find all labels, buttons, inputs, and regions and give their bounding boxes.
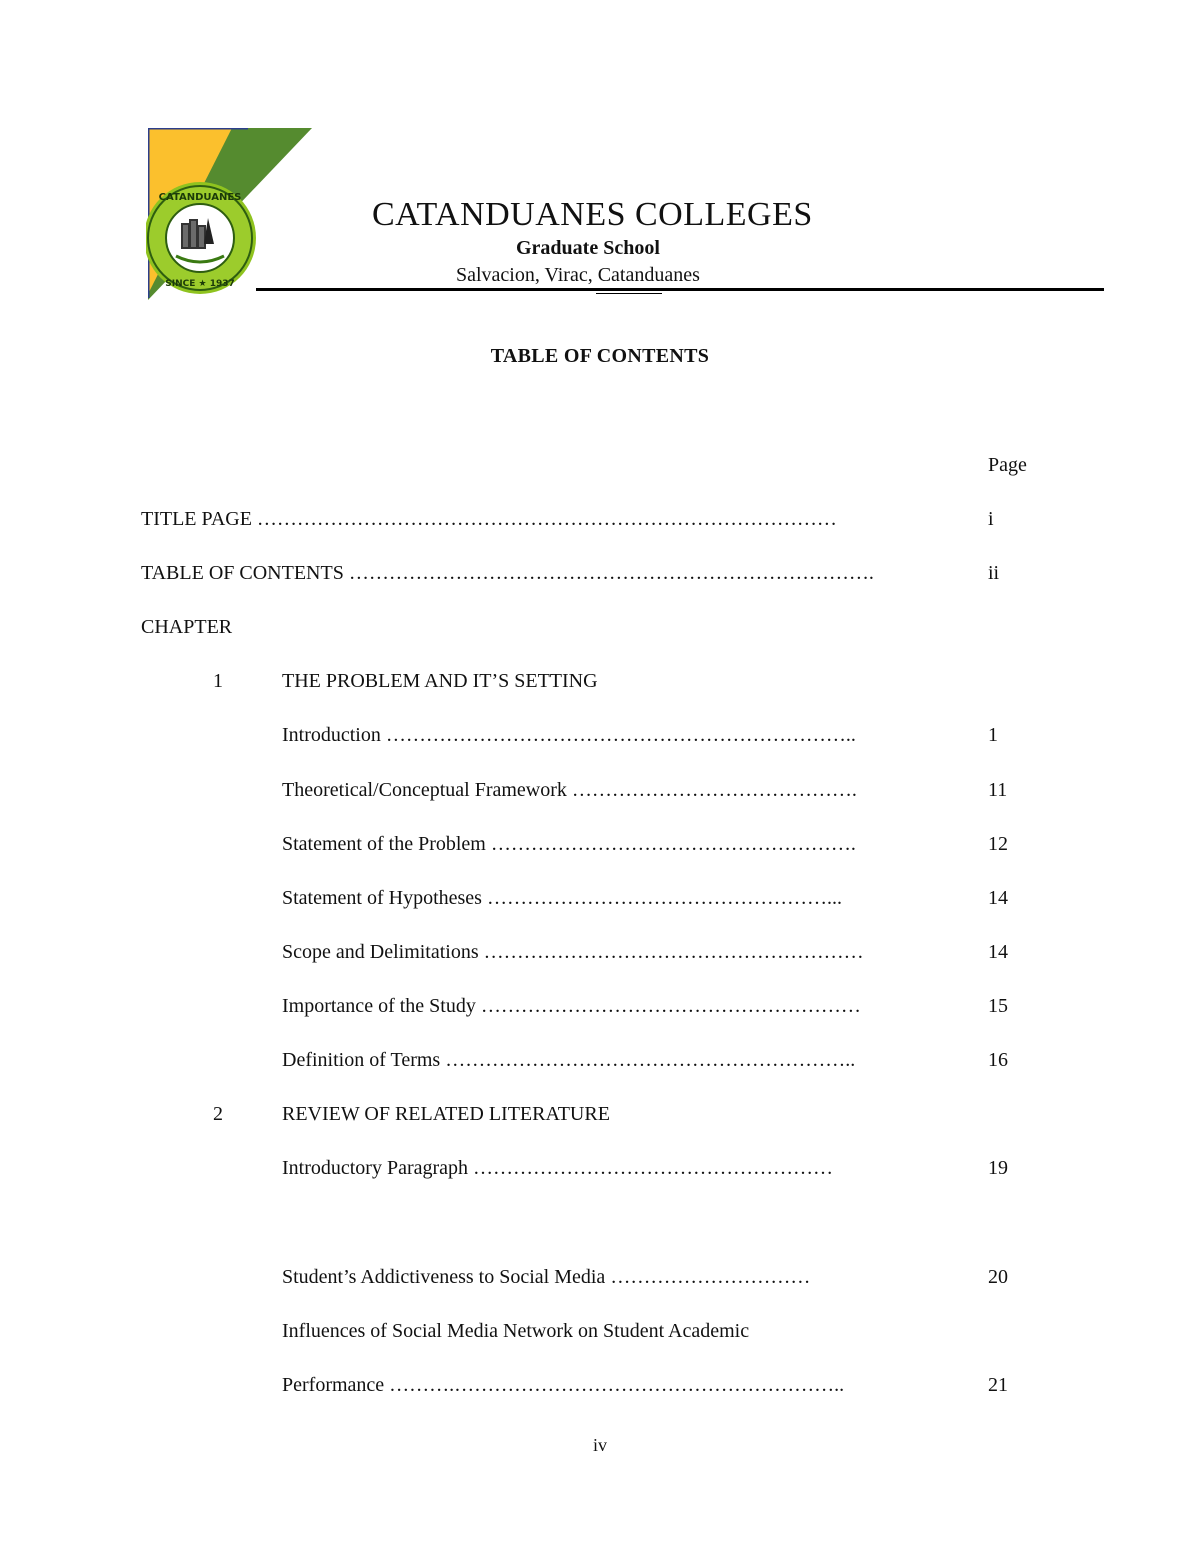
toc-page-number: i: [988, 508, 994, 530]
school-address: Salvacion, Virac, Catanduanes: [456, 264, 700, 286]
toc-leader-dots: ……………………………………………………………..: [385, 724, 856, 746]
header-rule: [256, 288, 1104, 291]
toc-leader-dots: ……….…………………………………………………..: [389, 1374, 845, 1396]
toc-entry-label: Theoretical/Conceptual Framework: [282, 779, 567, 801]
toc-entry: [282, 779, 857, 802]
toc-page-number: 20: [988, 1266, 1008, 1288]
toc-leader-dots: ……………………………………………………………………………: [256, 508, 837, 530]
chapter-heading: CHAPTER: [141, 616, 233, 638]
toc-page-number: ii: [988, 562, 1000, 584]
toc-leader-dots: …………………………………………………: [483, 941, 864, 963]
toc-entry-label: Definition of Terms: [282, 1049, 441, 1071]
toc-entry-label: Performance: [282, 1374, 385, 1396]
toc-entry: [282, 724, 856, 747]
svg-text:CATANDUANES: CATANDUANES: [158, 192, 242, 203]
chapter-number: 1: [213, 670, 223, 692]
svg-text:SINCE ★ 1937: SINCE ★ 1937: [165, 279, 235, 289]
toc-entry: [282, 1157, 833, 1180]
toc-leader-dots: ………………………………………………: [473, 1157, 834, 1179]
school-unit: Graduate School: [516, 237, 660, 259]
toc-leader-dots: ……………………………………………….: [490, 833, 856, 855]
footer-page-number: iv: [592, 1435, 607, 1455]
toc-entry-title-page: [141, 508, 837, 531]
catanduanes-colleges-seal-logo: [146, 126, 318, 302]
toc-entry-label: TABLE OF CONTENTS: [141, 562, 344, 584]
toc-leader-dots: ……………………………………………...: [486, 887, 842, 909]
toc-page-number: 16: [988, 1049, 1008, 1071]
school-name: CATANDUANES COLLEGES: [372, 196, 813, 233]
toc-entry: [282, 941, 864, 964]
toc-leader-dots: ……………………………………………………..: [445, 1049, 856, 1071]
toc-entry-label: Statement of Hypotheses: [282, 887, 482, 909]
toc-entry: [282, 887, 842, 910]
toc-entry-label: Introductory Paragraph: [282, 1157, 469, 1179]
document-title: TABLE OF CONTENTS: [490, 345, 710, 367]
chapter-title: REVIEW OF RELATED LITERATURE: [282, 1103, 610, 1125]
toc-entry-label: Student’s Addictiveness to Social Media: [282, 1266, 606, 1288]
toc-page-number: 12: [988, 833, 1008, 855]
toc-page-number: 21: [988, 1374, 1008, 1396]
toc-entry-label: TITLE PAGE: [141, 508, 252, 530]
toc-page-number: 19: [988, 1157, 1008, 1179]
toc-entry-label: Importance of the Study: [282, 995, 476, 1017]
toc-page-number: 1: [988, 724, 998, 746]
chapter-title: THE PROBLEM AND IT’S SETTING: [282, 670, 598, 692]
toc-entry: [282, 1320, 749, 1343]
toc-entry-label: Scope and Delimitations: [282, 941, 479, 963]
header-rule-accent: [596, 293, 662, 294]
toc-page-number: 14: [988, 941, 1008, 963]
toc-entry: [282, 1266, 810, 1289]
toc-page-number: 11: [988, 779, 1008, 801]
toc-entry-table-of-contents: [141, 562, 874, 585]
toc-entry: [282, 1374, 844, 1397]
toc-leader-dots: …………………………………………………………………….: [348, 562, 874, 584]
chapter-number: 2: [213, 1103, 223, 1125]
toc-entry-label: Influences of Social Media Network on Student Academic: [282, 1320, 750, 1342]
toc-leader-dots: …………………………………………………: [480, 995, 861, 1017]
toc-entry-label: Introduction: [282, 724, 381, 746]
page-column-label: Page: [988, 454, 1027, 476]
toc-page-number: 14: [988, 887, 1008, 909]
toc-entry-label: Statement of the Problem: [282, 833, 486, 855]
toc-page-number: 15: [988, 995, 1008, 1017]
toc-entry: [282, 833, 856, 856]
toc-entry: [282, 995, 861, 1018]
toc-leader-dots: …………………………: [610, 1266, 811, 1288]
toc-entry: [282, 1049, 855, 1072]
toc-leader-dots: …………………………………….: [571, 779, 857, 801]
